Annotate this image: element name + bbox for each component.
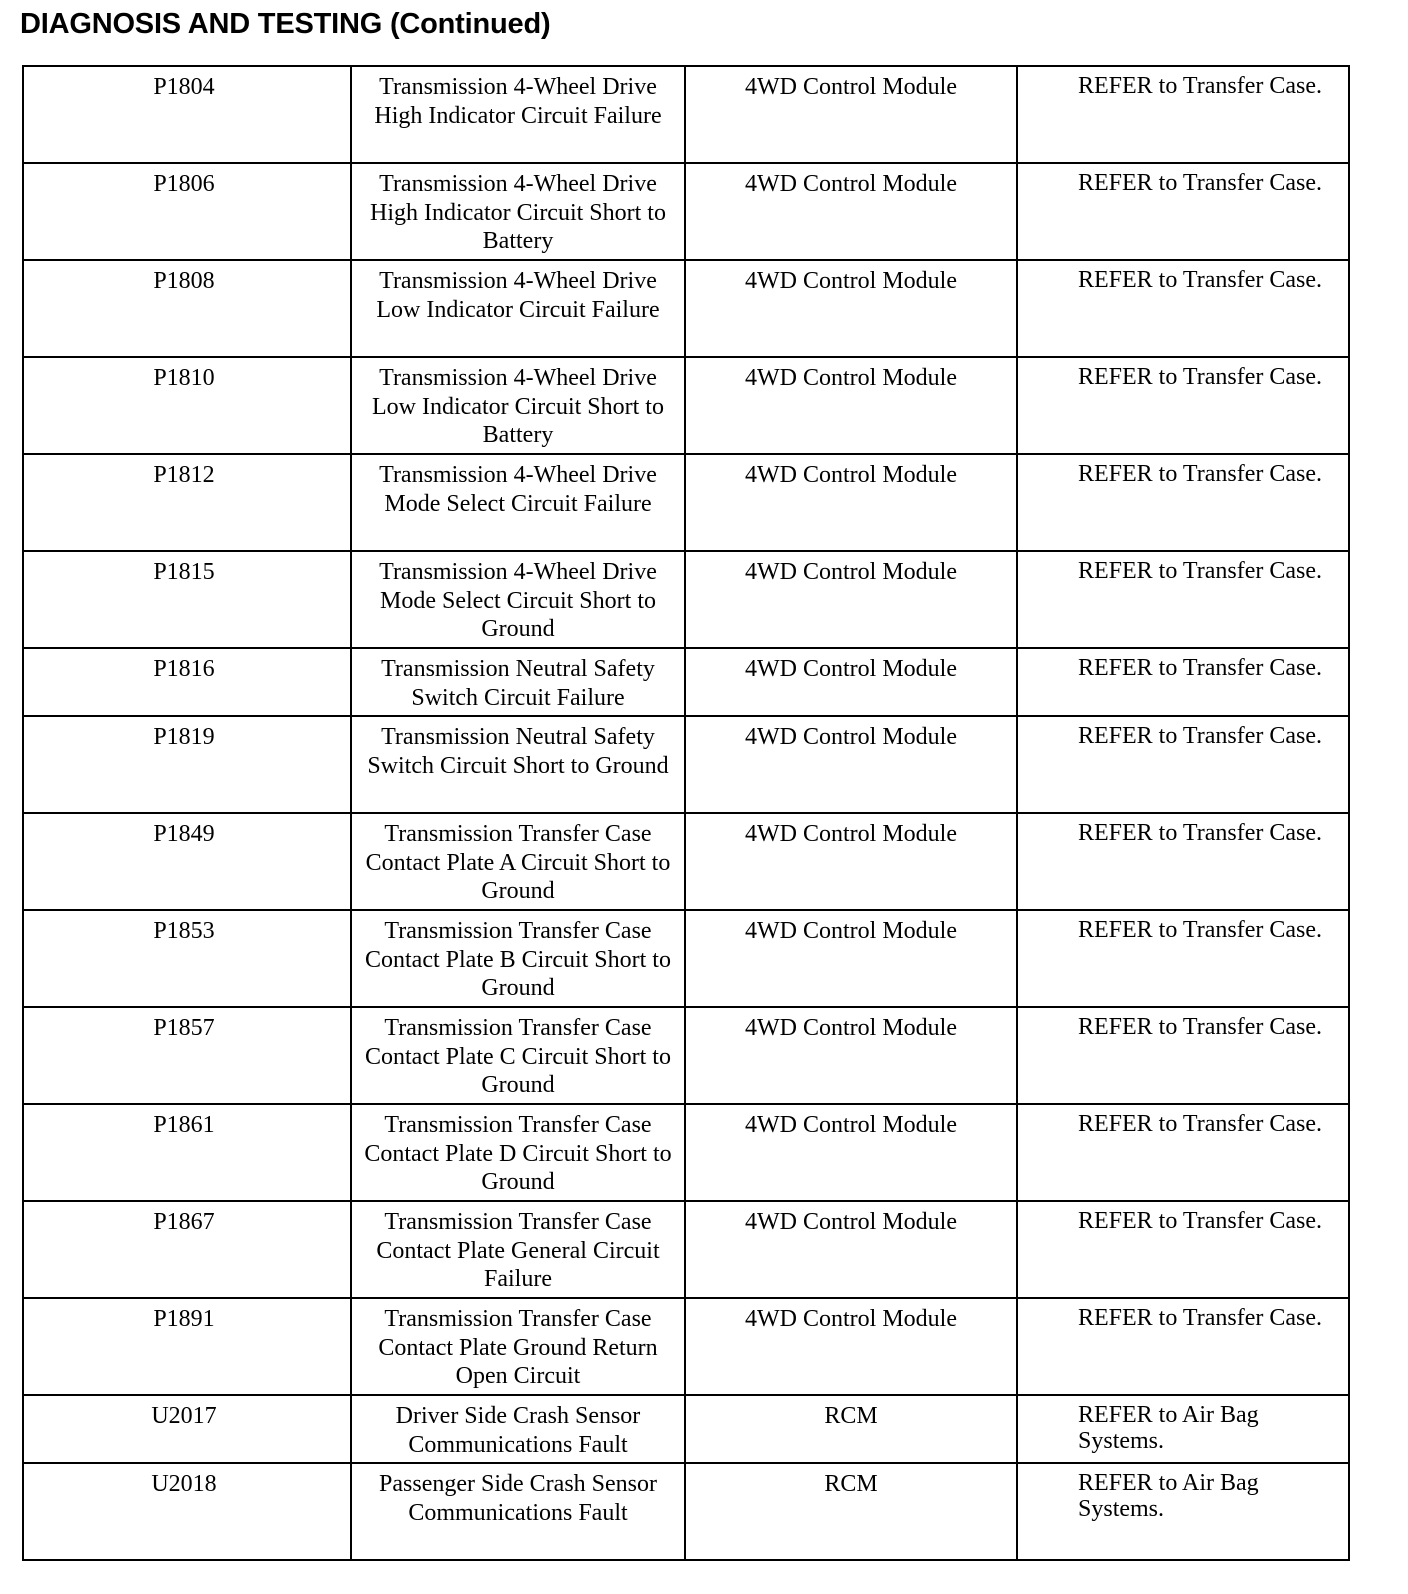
dtc-module-cell: 4WD Control Module bbox=[685, 813, 1017, 910]
dtc-description-cell: Transmission 4-Wheel Drive Low Indicator Circuit Failure bbox=[351, 260, 685, 357]
dtc-description-cell: Transmission Transfer Case Contact Plate C Circuit Short to Ground bbox=[351, 1007, 685, 1104]
dtc-action-cell: REFER to Transfer Case. bbox=[1017, 1104, 1349, 1201]
dtc-action-cell: REFER to Transfer Case. bbox=[1017, 454, 1349, 551]
dtc-description-cell: Transmission Transfer Case Contact Plate A Circuit Short to Ground bbox=[351, 813, 685, 910]
dtc-code-cell: P1891 bbox=[23, 1298, 351, 1395]
dtc-description-cell: Transmission 4-Wheel Drive High Indicator Circuit Short to Battery bbox=[351, 163, 685, 260]
dtc-module-cell: 4WD Control Module bbox=[685, 66, 1017, 163]
dtc-code-cell: P1849 bbox=[23, 813, 351, 910]
dtc-module-cell: 4WD Control Module bbox=[685, 357, 1017, 454]
table-row bbox=[23, 813, 1349, 910]
table-row bbox=[23, 551, 1349, 648]
page-title: DIAGNOSIS AND TESTING (Continued) bbox=[20, 8, 551, 40]
dtc-module-cell: 4WD Control Module bbox=[685, 1201, 1017, 1298]
dtc-action-cell: REFER to Transfer Case. bbox=[1017, 66, 1349, 163]
dtc-table bbox=[22, 65, 1350, 1561]
dtc-action-cell: REFER to Air Bag Systems. bbox=[1017, 1395, 1349, 1463]
table-row bbox=[23, 1395, 1349, 1463]
table-row bbox=[23, 260, 1349, 357]
dtc-description-cell: Transmission 4-Wheel Drive Mode Select Circuit Short to Ground bbox=[351, 551, 685, 648]
dtc-description-cell: Transmission Transfer Case Contact Plate General Circuit Failure bbox=[351, 1201, 685, 1298]
dtc-description-cell: Transmission 4-Wheel Drive Mode Select Circuit Failure bbox=[351, 454, 685, 551]
dtc-action-cell: REFER to Transfer Case. bbox=[1017, 1201, 1349, 1298]
dtc-code-cell: P1810 bbox=[23, 357, 351, 454]
dtc-action-cell: REFER to Transfer Case. bbox=[1017, 910, 1349, 1007]
dtc-action-cell: REFER to Transfer Case. bbox=[1017, 357, 1349, 454]
dtc-module-cell: 4WD Control Module bbox=[685, 163, 1017, 260]
table-row bbox=[23, 1007, 1349, 1104]
dtc-module-cell: 4WD Control Module bbox=[685, 648, 1017, 716]
table-row bbox=[23, 357, 1349, 454]
dtc-action-cell: REFER to Transfer Case. bbox=[1017, 813, 1349, 910]
dtc-module-cell: RCM bbox=[685, 1395, 1017, 1463]
table-row bbox=[23, 716, 1349, 813]
dtc-action-cell: REFER to Transfer Case. bbox=[1017, 1298, 1349, 1395]
dtc-action-cell: REFER to Transfer Case. bbox=[1017, 551, 1349, 648]
dtc-code-cell: P1857 bbox=[23, 1007, 351, 1104]
dtc-code-cell: U2018 bbox=[23, 1463, 351, 1560]
dtc-module-cell: RCM bbox=[685, 1463, 1017, 1560]
table-row bbox=[23, 1298, 1349, 1395]
dtc-description-cell: Transmission Neutral Safety Switch Circuit Failure bbox=[351, 648, 685, 716]
dtc-module-cell: 4WD Control Module bbox=[685, 716, 1017, 813]
dtc-code-cell: P1815 bbox=[23, 551, 351, 648]
dtc-module-cell: 4WD Control Module bbox=[685, 454, 1017, 551]
dtc-code-cell: P1812 bbox=[23, 454, 351, 551]
dtc-description-cell: Driver Side Crash Sensor Communications Fault bbox=[351, 1395, 685, 1463]
table-row bbox=[23, 648, 1349, 716]
table-row bbox=[23, 910, 1349, 1007]
dtc-description-cell: Transmission 4-Wheel Drive Low Indicator Circuit Short to Battery bbox=[351, 357, 685, 454]
table-row bbox=[23, 1201, 1349, 1298]
dtc-code-cell: P1808 bbox=[23, 260, 351, 357]
dtc-action-cell: REFER to Transfer Case. bbox=[1017, 260, 1349, 357]
dtc-code-cell: U2017 bbox=[23, 1395, 351, 1463]
dtc-description-cell: Transmission Transfer Case Contact Plate D Circuit Short to Ground bbox=[351, 1104, 685, 1201]
dtc-code-cell: P1867 bbox=[23, 1201, 351, 1298]
dtc-code-cell: P1806 bbox=[23, 163, 351, 260]
dtc-action-cell: REFER to Transfer Case. bbox=[1017, 716, 1349, 813]
table-row bbox=[23, 454, 1349, 551]
table-row bbox=[23, 66, 1349, 163]
dtc-module-cell: 4WD Control Module bbox=[685, 1007, 1017, 1104]
dtc-description-cell: Transmission Neutral Safety Switch Circuit Short to Ground bbox=[351, 716, 685, 813]
table-row bbox=[23, 1463, 1349, 1560]
dtc-module-cell: 4WD Control Module bbox=[685, 1104, 1017, 1201]
dtc-module-cell: 4WD Control Module bbox=[685, 1298, 1017, 1395]
dtc-module-cell: 4WD Control Module bbox=[685, 260, 1017, 357]
dtc-action-cell: REFER to Air Bag Systems. bbox=[1017, 1463, 1349, 1560]
dtc-action-cell: REFER to Transfer Case. bbox=[1017, 163, 1349, 260]
table-row bbox=[23, 1104, 1349, 1201]
dtc-action-cell: REFER to Transfer Case. bbox=[1017, 1007, 1349, 1104]
dtc-code-cell: P1861 bbox=[23, 1104, 351, 1201]
dtc-code-cell: P1853 bbox=[23, 910, 351, 1007]
dtc-code-cell: P1819 bbox=[23, 716, 351, 813]
dtc-code-cell: P1804 bbox=[23, 66, 351, 163]
dtc-description-cell: Transmission Transfer Case Contact Plate B Circuit Short to Ground bbox=[351, 910, 685, 1007]
dtc-module-cell: 4WD Control Module bbox=[685, 910, 1017, 1007]
dtc-module-cell: 4WD Control Module bbox=[685, 551, 1017, 648]
dtc-code-cell: P1816 bbox=[23, 648, 351, 716]
dtc-description-cell: Transmission 4-Wheel Drive High Indicator Circuit Failure bbox=[351, 66, 685, 163]
table-row bbox=[23, 163, 1349, 260]
dtc-action-cell: REFER to Transfer Case. bbox=[1017, 648, 1349, 716]
dtc-description-cell: Passenger Side Crash Sensor Communications Fault bbox=[351, 1463, 685, 1560]
dtc-description-cell: Transmission Transfer Case Contact Plate Ground Return Open Circuit bbox=[351, 1298, 685, 1395]
